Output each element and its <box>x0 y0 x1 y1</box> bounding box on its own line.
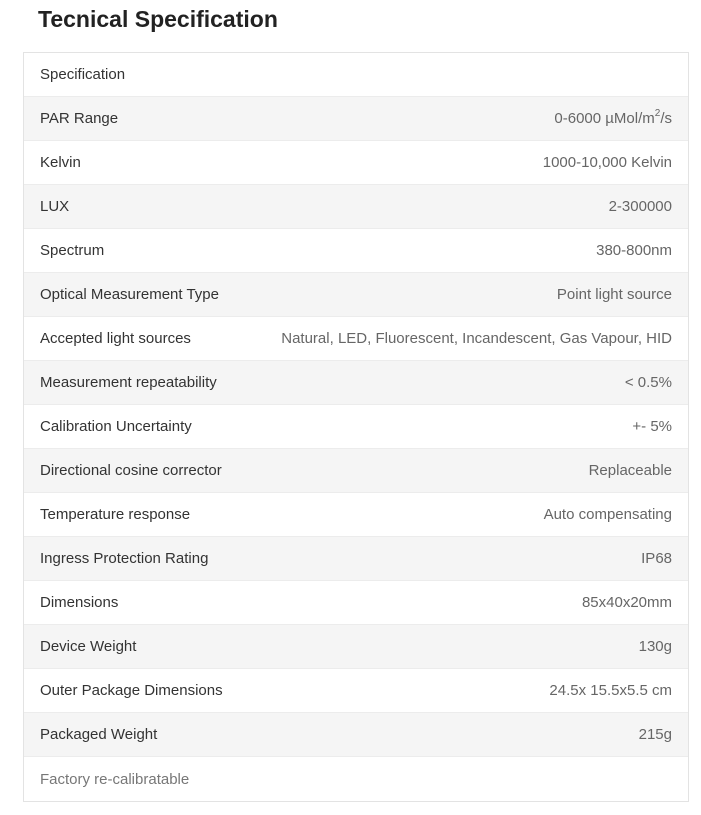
table-row <box>24 537 688 581</box>
row-label: Ingress Protection Rating <box>40 550 209 567</box>
page-title: Tecnical Specification <box>38 6 278 32</box>
row-value <box>554 110 672 127</box>
row-label: Kelvin <box>40 154 81 171</box>
row-value: +- 5% <box>632 418 672 435</box>
par-value-prefix: 0-6000 µMol/m <box>554 110 655 127</box>
row-label: Optical Measurement Type <box>40 286 219 303</box>
table-row <box>24 141 688 185</box>
table-row <box>24 97 688 141</box>
row-label: Spectrum <box>40 242 105 259</box>
table-row <box>24 493 688 537</box>
table-row <box>24 185 688 229</box>
row-value: 215g <box>638 726 672 743</box>
table-header-row <box>24 53 688 97</box>
table-footer-label: Factory re-calibratable <box>40 770 190 788</box>
row-label: Measurement repeatability <box>40 374 217 391</box>
row-value: IP68 <box>641 550 672 567</box>
row-value: < 0.5% <box>624 374 672 391</box>
table-row <box>24 361 688 405</box>
table-footer-row <box>24 757 688 801</box>
row-value: 24.5x 15.5x5.5 cm <box>549 682 672 699</box>
table-row <box>24 449 688 493</box>
row-label: Dimensions <box>40 594 119 611</box>
row-label: Outer Package Dimensions <box>40 682 223 699</box>
row-label: Accepted light sources <box>40 330 191 347</box>
table-row <box>24 581 688 625</box>
table-row <box>24 669 688 713</box>
specification-table <box>23 52 689 802</box>
row-label: PAR Range <box>40 110 119 127</box>
row-value: 130g <box>638 638 672 655</box>
row-label: Directional cosine corrector <box>40 462 222 479</box>
table-row <box>24 229 688 273</box>
table-row <box>24 713 688 757</box>
row-value: Auto compensating <box>543 506 672 523</box>
row-label: Device Weight <box>40 638 137 655</box>
par-value-suffix: /s <box>660 110 672 127</box>
table-header-label: Specification <box>40 66 126 83</box>
par-value-superscript: 2 <box>654 108 661 119</box>
table-row <box>24 625 688 669</box>
row-value: 85x40x20mm <box>581 594 672 611</box>
row-value: Point light source <box>556 286 672 303</box>
row-label: Calibration Uncertainty <box>40 418 192 435</box>
row-value: 380-800nm <box>596 242 672 259</box>
row-label: Temperature response <box>40 506 191 523</box>
table-row <box>24 405 688 449</box>
row-value: Natural, LED, Fluorescent, Incandescent, Gas Vapour, HID <box>281 330 672 347</box>
row-value: 1000-10,000 Kelvin <box>542 154 672 171</box>
table-row <box>24 273 688 317</box>
row-label: Packaged Weight <box>40 726 158 743</box>
table-row <box>24 317 688 361</box>
row-label: LUX <box>40 198 70 215</box>
row-value: Replaceable <box>588 462 672 479</box>
row-value: 2-300000 <box>608 198 672 215</box>
